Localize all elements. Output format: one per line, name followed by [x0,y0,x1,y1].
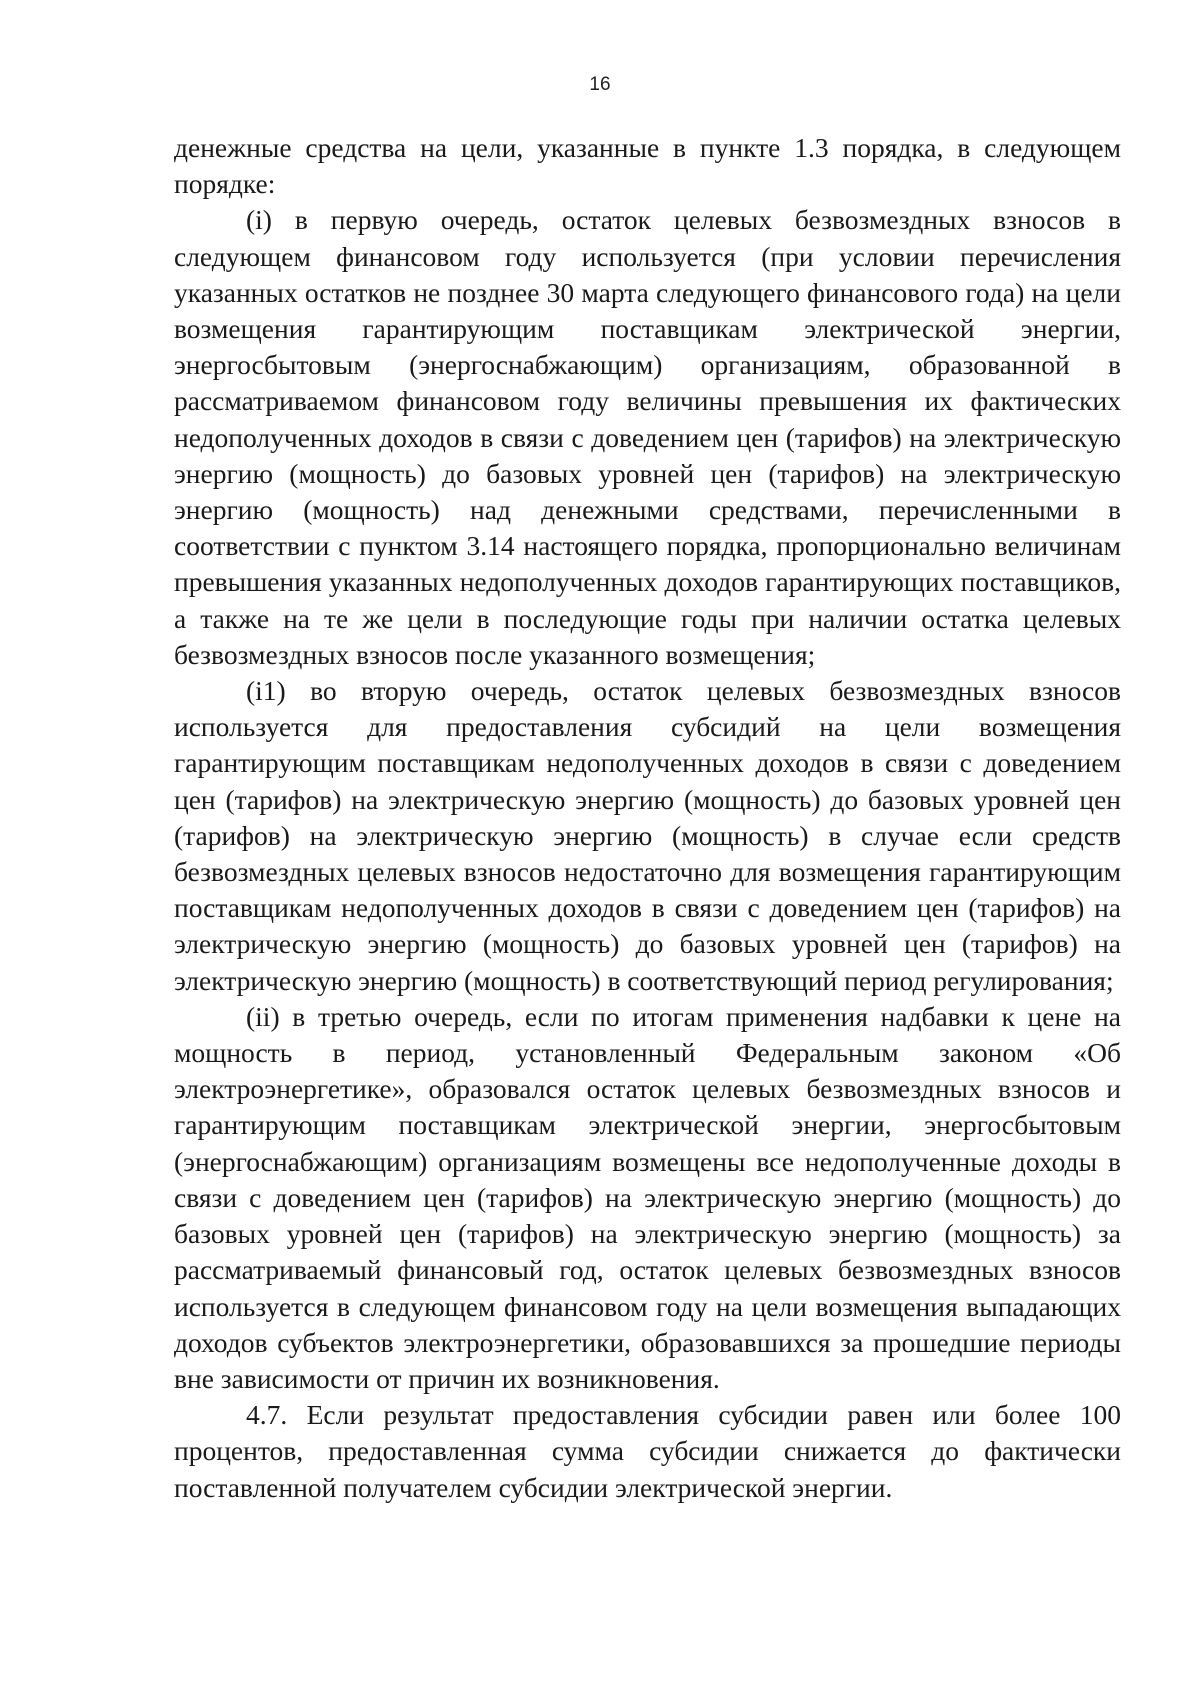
document-body [174,130,1121,1506]
paragraph-continuation: денежные средства на цели, указанные в пункте 1.3 порядка, в следующем порядке: [174,132,1121,200]
paragraph-item-ii: (ii) в третью очередь, если по итогам применения надбавки к цене на мощность в период, установленный Федеральным законом «Об электроэнергетике», образовался остаток целевых безвозмездных взносов и гарантирующим поставщикам электрической энергии, энергосбытовым (энергоснабжающим) организациям возмещены все недополученные доходы в связи с доведением цен (тарифов) на электрическую энергию (мощность) до базовых уровней цен (тарифов) на электрическую энергию (мощность) за рассматриваемый финансовый год, остаток целевых безвозмездных взносов используется в следующем финансовом году на цели возмещения выпадающих доходов субъектов электроэнергетики, образовавшихся за прошедшие периоды вне зависимости от причин их возникновения. [174,1000,1121,1394]
paragraph-clause-4-7: 4.7. Если результат предоставления субсидии равен или более 100 процентов, предоставленная сумма субсидии снижается до фактически поставленной получателем субсидии электрической энергии. [174,1399,1121,1503]
paragraph-item-i: (i) в первую очередь, остаток целевых безвозмездных взносов в следующем финансовом году используется (при условии перечисления указанных остатков не позднее 30 марта следующего финансового года) на цели возмещения гарантирующим поставщикам электрической энергии, энергосбытовым (энергоснабжающим) организациям, образованной в рассматриваемом финансовом году величины превышения их фактических недополученных доходов в связи с доведением цен (тарифов) на электрическую энергию (мощность) до базовых уровней цен (тарифов) на электрическую энергию (мощность) над денежными средствами, перечисленными в соответствии с пунктом 3.14 настоящего порядка, пропорционально величинам превышения указанных недополученных доходов гарантирующих поставщиков, а также на те же цели в последующие годы при наличии остатка целевых безвозмездных взносов после указанного возмещения; [174,204,1121,670]
paragraph-item-i1: (i1) во вторую очередь, остаток целевых безвозмездных взносов используется для предоставления субсидий на цели возмещения гарантирующим поставщикам недополученных доходов в связи с доведением цен (тарифов) на электрическую энергию (мощность) до базовых уровней цен (тарифов) на электрическую энергию (мощность) в случае если средств безвозмездных целевых взносов недостаточно для возмещения гарантирующим поставщикам недополученных доходов в связи с доведением цен (тарифов) на электрическую энергию (мощность) до базовых уровней цен (тарифов) на электрическую энергию (мощность) в соответствующий период регулирования; [174,675,1121,996]
page-number: 16 [589,74,611,95]
